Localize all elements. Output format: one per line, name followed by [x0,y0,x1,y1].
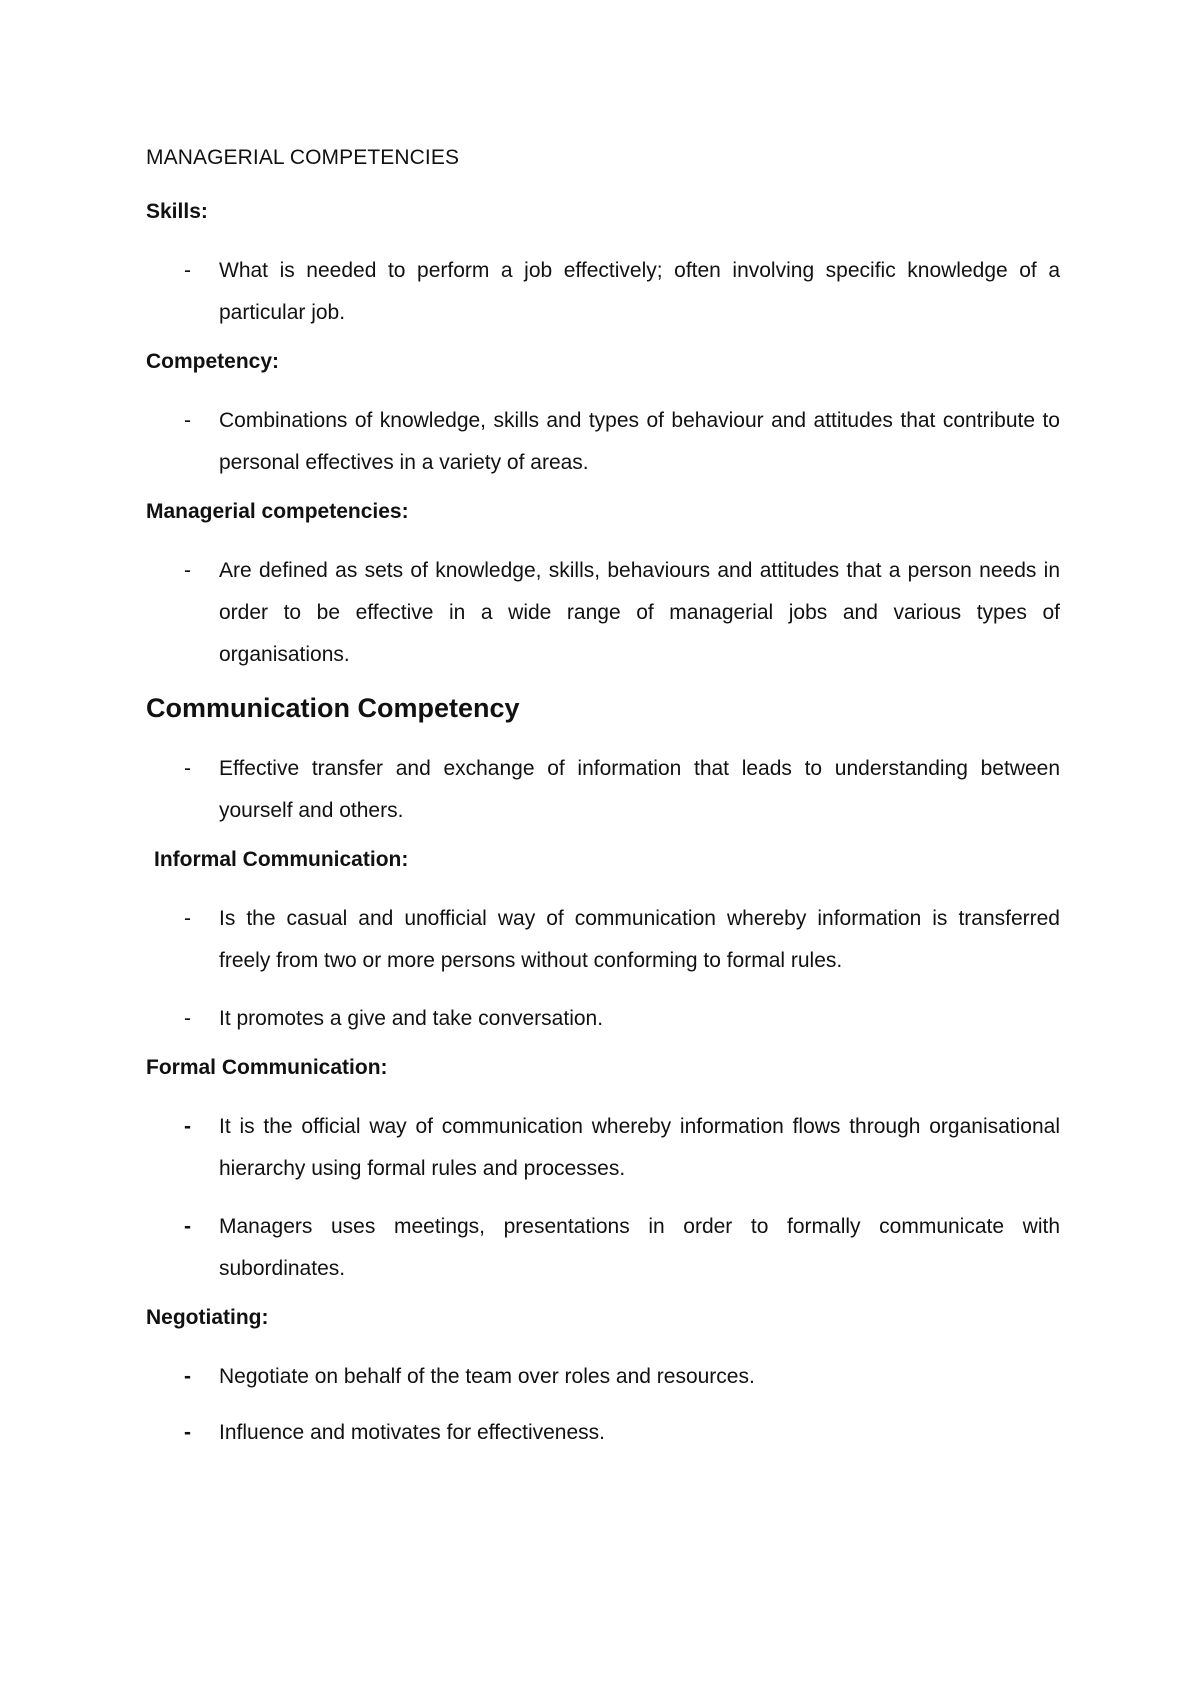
document-title: MANAGERIAL COMPETENCIES [146,146,460,169]
list-item [146,748,1060,832]
list-item-text: Influence and motivates for effectiveness. [219,1421,605,1444]
section-heading-formal-communication: Formal Communication: [146,1056,388,1079]
dash-marker: - [184,409,191,432]
dash-marker: - [184,907,191,930]
list-item-text: It is the official way of communication whereby information flows through organisational hierarchy using formal rules and processes. [219,1115,1060,1180]
list-item [146,1206,1060,1290]
document-body [146,138,1060,1470]
section-heading-informal-communication: Informal Communication: [154,848,409,871]
dash-marker: - [184,1421,191,1444]
dash-marker: - [184,757,191,780]
list-item-text: Managers uses meetings, presentations in order to formally communicate with subordinates. [219,1215,1060,1280]
list-item-text: Negotiate on behalf of the team over roles and resources. [219,1365,755,1388]
list-item [146,250,1060,334]
list-item [146,998,1060,1040]
list-item-text: It promotes a give and take conversation. [219,1007,604,1030]
dash-marker: - [184,559,191,582]
list-item-text: Are defined as sets of knowledge, skills, behaviours and attitudes that a person needs in order to be effective in a wide range of managerial jobs and various types of organisations. [219,559,1060,666]
list-item-text: What is needed to perform a job effectively; often involving specific knowledge of a particular job. [219,259,1060,324]
section-heading-competency: Competency: [146,350,280,373]
list-item [146,1356,1060,1398]
dash-marker: - [184,1115,191,1138]
dash-marker: - [184,1215,191,1238]
list-item-text: Effective transfer and exchange of information that leads to understanding between yourself and others. [219,757,1060,822]
section-heading-communication-competency: Communication Competency [146,693,520,723]
section-heading-managerial-competencies: Managerial competencies: [146,500,409,523]
dash-marker: - [184,259,191,282]
list-item-text: Is the casual and unofficial way of communication whereby information is transferred freely from two or more persons without conforming to formal rules. [219,907,1060,972]
list-item [146,898,1060,982]
list-item [146,1106,1060,1190]
dash-marker: - [184,1365,191,1388]
list-item [146,400,1060,484]
section-heading-negotiating: Negotiating: [146,1306,269,1329]
list-item-text: Combinations of knowledge, skills and types of behaviour and attitudes that contribute to personal effectives in a variety of areas. [219,409,1060,474]
dash-marker: - [184,1007,191,1030]
list-item [146,550,1060,676]
section-heading-skills: Skills: [146,200,208,223]
list-item [146,1412,1060,1454]
